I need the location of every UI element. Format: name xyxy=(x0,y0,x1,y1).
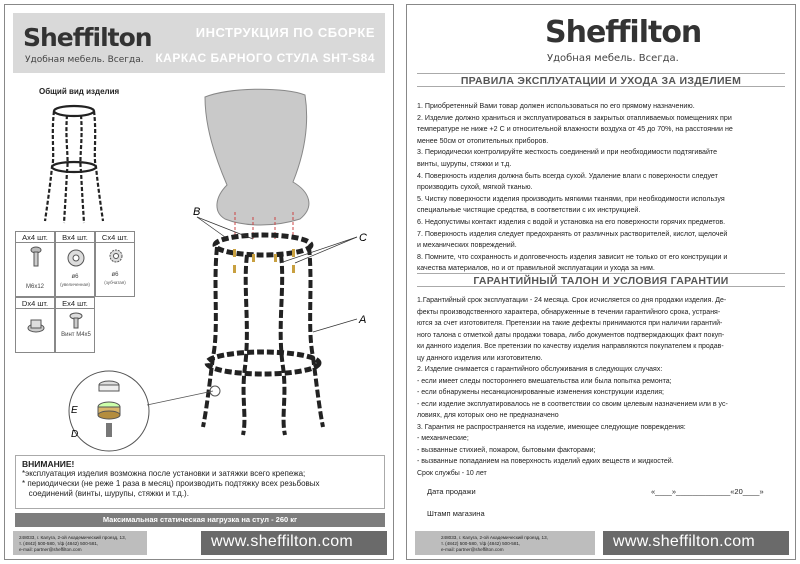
instruction-title: ИНСТРУКЦИЯ ПО СБОРКЕ xyxy=(195,25,375,40)
sale-date-field: «____»_____________«20____» xyxy=(651,487,764,496)
guarantee-line: - вызванные попаданием на поверхность изделий едких веществ и жидкостей. xyxy=(417,458,674,465)
address-line: 248033, г. Калуга, 2-ой Академический проезд, 13, xyxy=(441,535,548,540)
instruction-header xyxy=(13,13,385,73)
address-block xyxy=(415,531,595,555)
callout-a: A xyxy=(359,314,367,326)
guarantee-line: фекты производственного характера, обнаруженные в течении гарантийного срока, устраня- xyxy=(417,308,721,316)
product-overview-drawing xyxy=(39,97,109,227)
rules-title: ПРАВИЛА ЭКСПЛУАТАЦИИ И УХОДА ЗА ИЗДЕЛИЕМ xyxy=(417,73,785,87)
rules-line: и механических повреждений. xyxy=(417,241,517,250)
product-title: КАРКАС БАРНОГО СТУЛА SHT-S84 xyxy=(155,51,375,65)
rules-line: винты, шурупы, стяжки и т.д. xyxy=(417,159,512,168)
foot-cap-icon xyxy=(26,316,46,334)
attention-line: *эксплуатация изделия возможна после установки и затяжки всего крепежа; xyxy=(22,469,306,478)
guarantee-line: - если имеет следы постороннего вмешательства или была попытка ремонта; xyxy=(417,377,672,385)
address-block xyxy=(13,531,147,555)
sale-date-label: Дата продажи xyxy=(427,487,476,496)
part-b-caption: ø6 xyxy=(71,274,79,280)
part-c-note: (зубчатая) xyxy=(104,280,126,285)
rules-line: 4. Поверхность изделия должна быть всегда сухой. Удаление влаги с поверхности следует xyxy=(417,171,718,180)
address-line: e-mail: partner@sheffilton.com xyxy=(441,547,504,552)
part-a-caption: M6x12 xyxy=(25,284,44,290)
address-line: 248033, г. Калуга, 2-ой Академический проезд, 13, xyxy=(19,535,126,540)
part-b-cell xyxy=(55,231,95,297)
bolt-icon xyxy=(30,246,42,268)
shop-stamp-label: Штамп магазина xyxy=(427,509,485,518)
url-block xyxy=(201,531,387,555)
part-b-note: (увеличенная) xyxy=(60,282,90,287)
brand-logo: Sheffilton xyxy=(545,15,702,50)
rules-line: менее 50см от отопительных приборов. xyxy=(417,136,549,145)
rules-line: температуре не ниже +2 С и относительной влажности воздуха от 45 до 70%, на расстоянии не xyxy=(417,125,733,134)
part-c-label: Cx4 шт. xyxy=(96,232,134,243)
brand-tagline: Удобная мебель. Всегда. xyxy=(25,55,144,65)
rules-line: 8. Помните, что сохранность и долговечность изделия зависит не только от его конструкции и xyxy=(417,252,728,261)
guarantee-line: ного талона с отметкой даты продажи товара, либо документов подтверждающих факт покуп- xyxy=(417,331,725,339)
rules-line: производить сухой, мягкой тканью. xyxy=(417,183,533,192)
rules-line: 7. Поверхность изделия следует предохранять от различных растворителей, кислот, щелочей xyxy=(417,229,728,238)
part-e-caption: Винт M4x5 xyxy=(61,332,91,338)
rules-line: 6. Недопустимы контакт изделия с водой и установка на его поверхности горячих предметов. xyxy=(417,217,726,226)
attention-box xyxy=(15,455,385,509)
guarantee-line: - если изделие эксплуатировалось не в соответствии со своим целевым назначением или в ус- xyxy=(417,400,728,408)
part-b-label: Bx4 шт. xyxy=(56,232,94,243)
guarantee-title: ГАРАНТИЙНЫЙ ТАЛОН И УСЛОВИЯ ГАРАНТИИ xyxy=(417,273,785,287)
part-d-cell xyxy=(15,297,55,353)
callout-e: E xyxy=(71,405,78,416)
part-a-cell xyxy=(15,231,55,297)
website-url: www.sheffilton.com xyxy=(613,533,756,550)
guarantee-line: 1.Гарантийный срок эксплуатации - 24 месяца. Срок исчисляется со дня продажи изделия. Де- xyxy=(417,297,727,304)
guarantee-line: Срок службы - 10 лет xyxy=(417,469,487,477)
part-e-label: Ex4 шт. xyxy=(56,298,94,309)
url-block xyxy=(603,531,789,555)
callout-c: C xyxy=(359,232,367,244)
brand-logo: Sheffilton xyxy=(23,23,152,52)
rules-line: специальные чистящие средства, в соответствии с их инструкцией. xyxy=(417,206,641,215)
rules-guarantee-page xyxy=(406,4,796,560)
guarantee-line: - вызванные стихией, пожаром, бытовыми факторами; xyxy=(417,446,596,454)
screw-icon xyxy=(68,312,84,330)
guarantee-text xyxy=(417,295,783,479)
max-load-banner: Максимальная статическая нагрузка на стул - 260 кг xyxy=(15,513,385,527)
attention-line: * периодически (не реже 1 раза в месяц) производить подтяжку всех резьбовых xyxy=(22,479,320,488)
callout-d: D xyxy=(71,429,79,440)
attention-title: ВНИМАНИЕ! xyxy=(22,459,75,469)
toothed-washer-icon xyxy=(108,248,124,264)
guarantee-line: цу данного изделия или изготовителю. xyxy=(417,354,543,362)
guarantee-line: ются за счет изготовителя. Претензии на такие дефекты принимаются при наличии гарантий- xyxy=(417,320,723,327)
rules-line: 3. Периодически контролируйте жесткость соединений и при необходимости подтягивайте xyxy=(417,148,718,157)
callout-b: B xyxy=(193,206,201,218)
part-e-cell xyxy=(55,297,95,353)
rules-line: 1. Приобретенный Вами товар должен использоваться по его прямому назначению. xyxy=(417,102,695,110)
brand-tagline: Удобная мебель. Всегда. xyxy=(547,53,679,64)
attention-line: соединений (винты, шурупы, стяжки и т.д.). xyxy=(22,489,189,498)
website-url: www.sheffilton.com xyxy=(211,533,354,550)
rules-list xyxy=(417,101,783,275)
address-line: т. (4842) 500-580, т/ф (4842) 500-581, xyxy=(19,541,99,546)
part-d-label: Dx4 шт. xyxy=(16,298,54,309)
rules-line: 2. Изделие должно храниться и эксплуатироваться в закрытых отапливаемых помещениях при xyxy=(417,113,732,122)
guarantee-line: ки данного изделия. Все претензии по качеству изделия направляются покупателем к продав- xyxy=(417,343,724,350)
rules-line: качества материалов, но и от правильной эксплуатации и ухода за ним. xyxy=(417,264,655,273)
guarantee-line: - если обнаружены несанкционированные изменения конструкции изделия; xyxy=(417,389,664,396)
address-line: e-mail: partner@sheffilton.com xyxy=(19,547,82,552)
foot-detail-drawing xyxy=(61,367,221,457)
part-a-label: Ax4 шт. xyxy=(16,232,54,243)
part-c-cell xyxy=(95,231,135,297)
guarantee-line: 2. Изделие снимается с гарантийного обслуживания в следующих случаях: xyxy=(417,366,663,373)
rules-line: 5. Чистку поверхности изделия производить мягкими тканями, при необходимости используя xyxy=(417,194,725,203)
assembly-instruction-page xyxy=(4,4,394,560)
part-c-caption: ø6 xyxy=(111,272,119,278)
parts-table xyxy=(15,231,135,355)
address-line: т. (4842) 500-580, т/ф (4842) 500-581, xyxy=(441,541,521,546)
guarantee-line: 3. Гарантия не распространяется на изделие, имеющее следующие повреждения: xyxy=(417,423,686,431)
guarantee-line: - механические; xyxy=(417,435,469,442)
wide-washer-icon xyxy=(66,248,86,268)
guarantee-line: ловиях, для которых оно не предназначено xyxy=(417,412,559,419)
overview-label: Общий вид изделия xyxy=(39,87,120,96)
